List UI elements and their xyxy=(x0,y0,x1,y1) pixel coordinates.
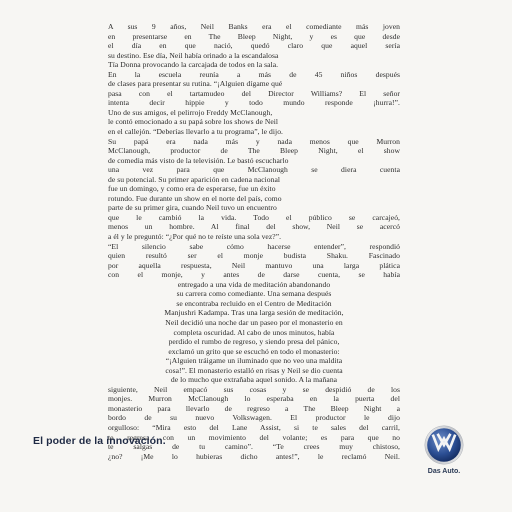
story-line: Uno de sus amigos, el pelirrojo Freddy McClanough, xyxy=(108,107,273,117)
story-line: por aquella respuesta, Neil mantuvo una larga plática xyxy=(108,260,400,270)
story-line: su carrera como comediante. Una semana después xyxy=(176,289,332,299)
story-line: entregado a una vida de meditación abandonando xyxy=(177,279,331,289)
story-line: rotundo. Fue durante un show en el norte del país, como xyxy=(108,193,282,203)
story-line: En la escuela reunía a más de 45 niños después xyxy=(108,69,400,79)
story-line: el día en que nació, quedó claro que aquel sería xyxy=(108,41,400,51)
story-line: monasterio para llevarlo de regreso a The Bleep Night a xyxy=(108,403,400,413)
story-line: de clases para presentar su rutina. “¡Alguien dígame qué xyxy=(108,79,283,89)
story-line: en presentarse en The Bleep Night, y es que desde xyxy=(108,31,400,41)
story-line: cosa!”. El monasterio estalló en risas y Neil se dio cuenta xyxy=(165,365,343,375)
story-line: una vez para que McClanough se diera cuenta xyxy=(108,165,400,175)
story-line: que le cambió la vida. Todo el público se carcajeó, xyxy=(108,212,400,222)
story-line: te regresa con un movimiento del volante; es para que no xyxy=(108,432,400,442)
story-line: exclamó un grito que se escuchó en todo el monasterio: xyxy=(168,346,340,356)
story-line: quien resultó ser el monje budista Shaku. Fascinado xyxy=(108,251,400,261)
story-line: con el monje, y antes de darse cuenta, se había xyxy=(108,270,400,280)
slogan: El poder de la innovación. xyxy=(33,435,166,447)
story-line: Su papá era nada más y nada menos que Murron xyxy=(108,136,400,146)
story-line: de comedia más visto de la televisión. Le bastó escucharlo xyxy=(108,155,289,165)
story-line: bordo de su nuevo Volkswagen. El productor le dijo xyxy=(108,413,400,423)
story-line: ¿no? ¡Me lo hubieras dicho antes!”, le reclamó Neil. xyxy=(108,451,400,461)
story-line: A sus 9 años, Neil Banks era el comediante más joven xyxy=(108,22,400,31)
story-line: McClanough, productor de The Bleep Night, el show xyxy=(108,146,400,156)
story-line: siguiente, Neil empacó sus cosas y se despidió de los xyxy=(108,384,400,394)
story-line: Manjushri Kadampa. Tras una larga sesión de meditación, xyxy=(164,308,344,318)
brand-tagline: Das Auto. xyxy=(427,468,461,475)
story-line: intenta decir hippie y todo mundo responde ¡hurra!”. xyxy=(108,98,400,108)
story-line: te salgas de tu camino”. “Te crees muy chistoso, xyxy=(108,442,400,452)
story-line: Neil decidió una noche dar un paseo por el monasterio en xyxy=(165,317,343,327)
story-text xyxy=(108,22,400,461)
story-line: “¡Alguien tráigame un iluminado que no veo una maldita xyxy=(165,356,343,366)
story-line: a él y le preguntó: “¿Por qué no te reíste una sola vez?”. xyxy=(108,232,282,242)
story-line: Tía Donna provocando la carcajada de todos en la sala. xyxy=(108,60,279,70)
vw-logo-icon xyxy=(424,425,464,465)
story-line: “El silencio sabe cómo hacerse entender”, respondió xyxy=(108,241,400,251)
story-line: de su potencial. Su primer aparición en cadena nacional xyxy=(108,174,281,184)
story-line: orgulloso: “Mira esto del Lane Assist, si te sales del carril, xyxy=(108,422,400,432)
story-line: en el callejón. “Deberías llevarlo a tu programa”, le dijo. xyxy=(108,127,283,137)
story-line: menos un hombre. Al final del show, Neil se acercó xyxy=(108,222,400,232)
story-line: le contó emocionado a su papá sobre los shows de Neil xyxy=(108,117,279,127)
story-line: se encontraba recluido en el Centro de Meditación xyxy=(176,298,332,308)
story-line: de lo mucho que extrañaba aquel sonido. A la mañana xyxy=(170,375,338,385)
story-line: perdido el rumbo de regreso, y siendo presa del pánico, xyxy=(168,337,340,347)
story-line: su destino. Ese día, Neil había orinado a la escandalosa xyxy=(108,50,279,60)
story-line: fue un domingo, y como era de esperarse, fue un éxito xyxy=(108,184,276,194)
story-line: pasa con el tartamudeo del Director Williams? El señor xyxy=(108,88,400,98)
story-line: parte de su primer gira, cuando Neil tuvo un encuentro xyxy=(108,203,277,213)
story-line: completa oscuridad. Al cabo de unos minutos, había xyxy=(173,327,335,337)
story-line: monjes. Murron McClanough lo esperaba en la puerta del xyxy=(108,394,400,404)
